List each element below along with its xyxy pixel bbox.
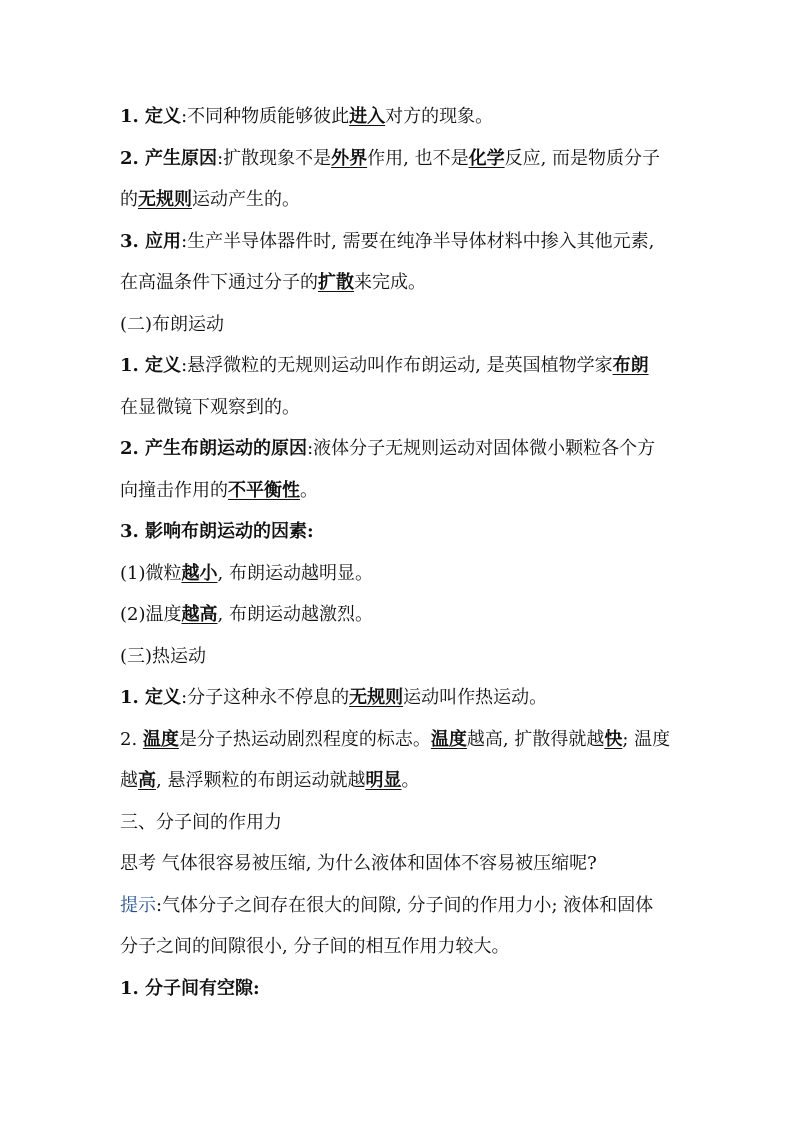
text-segment: 对方的现象。: [385, 106, 494, 127]
underlined-answer: 化学: [468, 147, 505, 169]
text-segment: 思考 气体很容易被压缩, 为什么液体和固体不容易被压缩呢?: [120, 853, 597, 874]
text-segment: 三、分子间的作用力: [120, 811, 282, 833]
text-line: [120, 226, 680, 268]
bold-term: 1. 定义: [120, 106, 182, 127]
text-line: [120, 143, 680, 185]
text-segment: , 布朗运动越激烈。: [217, 604, 373, 625]
text-segment: (1)微粒: [120, 562, 182, 584]
underlined-answer: 越高: [181, 604, 218, 625]
text-line: [120, 599, 680, 641]
text-line: [120, 433, 680, 475]
document-body: [120, 101, 680, 1014]
underlined-answer: 温度: [142, 728, 179, 750]
underlined-answer: 进入: [349, 106, 386, 127]
text-line: [120, 267, 680, 309]
text-segment: (二)布朗运动: [120, 313, 225, 335]
underlined-answer: 越小: [181, 562, 218, 584]
text-segment: :气体分子之间存在很大的间隙, 分子间的作用力小; 液体和固体: [156, 894, 654, 916]
text-segment: 在高温条件下通过分子的: [120, 272, 318, 293]
text-segment: 向撞击作用的: [120, 479, 228, 501]
text-segment: 。: [401, 770, 420, 791]
underlined-answer: 扩散: [318, 272, 354, 293]
text-segment: , 布朗运动越明显。: [217, 562, 373, 584]
underlined-answer: 快: [604, 728, 623, 750]
bold-term: 3. 影响布朗运动的因素:: [120, 521, 314, 542]
text-segment: 的: [120, 189, 138, 210]
text-segment: , 悬浮颗粒的布朗运动就越: [156, 770, 366, 791]
text-line: [120, 516, 680, 558]
text-segment: :扩散现象不是: [217, 147, 332, 169]
text-line: [120, 101, 680, 143]
underlined-answer: 高: [138, 770, 156, 791]
text-segment: :悬浮微粒的无规则运动叫作布朗运动, 是英国植物学家: [181, 355, 613, 376]
text-segment: (2)温度: [120, 604, 182, 625]
bold-term: 1. 定义: [120, 687, 182, 708]
text-line: [120, 682, 680, 724]
text-line: [120, 641, 680, 683]
text-segment: 越高, 扩散得就越: [466, 728, 605, 750]
text-segment: 。: [300, 479, 318, 501]
bold-term: 2. 产生布朗运动的原因: [120, 438, 308, 459]
text-segment: 是分子热运动剧烈程度的标志。: [178, 728, 431, 750]
underlined-answer: 无规则: [349, 687, 404, 708]
text-segment: 来完成。: [354, 272, 426, 293]
text-line: [120, 475, 680, 517]
text-segment: 分子之间的间隙很小, 分子间的相互作用力较大。: [120, 936, 510, 957]
text-line: [120, 765, 680, 807]
text-line: [120, 807, 680, 849]
text-segment: 运动产生的。: [192, 189, 300, 210]
underlined-answer: 不平衡性: [228, 479, 300, 501]
text-line: [120, 558, 680, 600]
text-segment: (三)热运动: [120, 645, 207, 667]
underlined-answer: 外界: [331, 147, 368, 169]
text-segment: 运动叫作热运动。: [403, 687, 548, 708]
underlined-answer: 明显: [365, 770, 402, 791]
text-segment: 越: [120, 770, 138, 791]
text-line: [120, 931, 680, 973]
text-segment: 在显微镜下观察到的。: [120, 396, 300, 418]
text-segment: ; 温度: [622, 728, 671, 750]
underlined-answer: 温度: [430, 728, 467, 750]
text-segment: :生产半导体器件时, 需要在纯净半导体材料中掺入其他元素,: [181, 230, 655, 252]
underlined-answer: 无规则: [138, 189, 192, 210]
text-line: [120, 350, 680, 392]
text-segment: :不同种物质能够彼此: [181, 106, 350, 127]
text-line: [120, 973, 680, 1015]
text-line: [120, 184, 680, 226]
underlined-answer: 布朗: [612, 355, 649, 376]
hint-label: 提示: [120, 894, 156, 916]
text-segment: 2.: [120, 728, 143, 750]
bold-term: 1. 定义: [120, 355, 182, 376]
text-line: [120, 890, 680, 932]
text-line: [120, 309, 680, 351]
text-segment: 作用, 也不是: [367, 147, 469, 169]
bold-term: 2. 产生原因: [120, 147, 218, 169]
text-segment: :液体分子无规则运动对固体微小颗粒各个方: [307, 438, 656, 459]
text-line: [120, 392, 680, 434]
text-segment: 反应, 而是物质分子: [504, 147, 661, 169]
text-segment: :分子这种永不停息的: [181, 687, 350, 708]
bold-term: 1. 分子间有空隙:: [120, 977, 260, 999]
text-line: [120, 724, 680, 766]
text-line: [120, 848, 680, 890]
bold-term: 3. 应用: [120, 230, 182, 252]
